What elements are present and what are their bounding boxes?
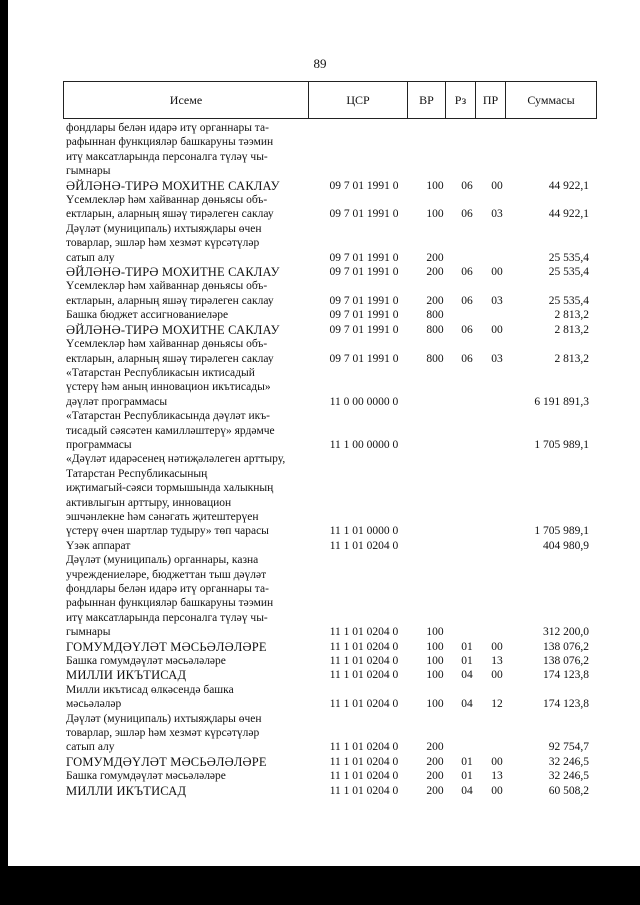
- row-vr: 200: [426, 770, 444, 783]
- row-vr: 800: [426, 309, 444, 322]
- row-csr: 09 7 01 1991 0: [329, 294, 399, 307]
- row-name-line: Үсемлекләр һәм хайваннар дөньясы объ-: [66, 280, 268, 293]
- row-name-line: «Дәүләт идарәсенең нәтиҗәләлеген арттыру,: [66, 453, 286, 466]
- row-name: [66, 308, 306, 322]
- row-csr: 09 7 01 1991 0: [329, 179, 399, 192]
- row-name: [66, 222, 306, 265]
- row-name-line: үстерү өчен шартлар тудыру» төп чарасы: [66, 525, 269, 538]
- row-sum: 404 980,9: [543, 539, 589, 552]
- table-row: [66, 784, 591, 798]
- scan-bottom-edge: [0, 866, 640, 905]
- row-pr: 00: [491, 179, 503, 192]
- row-name-line: фондлары белән идарә итү органнары та-: [66, 122, 269, 134]
- row-sum: 174 123,8: [543, 669, 589, 682]
- row-name: [66, 337, 306, 366]
- row-vr: 800: [426, 323, 444, 336]
- row-vr: 100: [426, 698, 444, 711]
- row-rz: 06: [461, 208, 473, 221]
- row-name: [66, 784, 306, 798]
- row-name-line: иҗтимагый-сәяси тормышында халыкның: [66, 482, 274, 495]
- row-rz: 06: [461, 266, 473, 279]
- row-csr: 09 7 01 1991 0: [329, 352, 399, 365]
- row-name-line: гымнары: [66, 165, 111, 178]
- row-name-line: ектларын, аларның яшәү тирәлеген саклау: [66, 294, 274, 307]
- row-name-line: сатып алу: [66, 251, 115, 264]
- row-vr: 200: [426, 266, 444, 279]
- table-row: [66, 654, 591, 668]
- row-csr: 11 1 01 0204 0: [329, 539, 399, 552]
- row-rz: 01: [461, 640, 473, 653]
- row-pr: 00: [491, 640, 503, 653]
- table-row: [66, 308, 591, 322]
- row-sum: 138 076,2: [543, 655, 589, 668]
- row-sum: 25 535,4: [548, 251, 589, 264]
- row-pr: 00: [491, 669, 503, 682]
- row-name: [66, 668, 306, 682]
- row-vr: 200: [426, 251, 444, 264]
- row-name-line: ӘЙЛӘНӘ-ТИРӘ МОХИТНЕ САКЛАУ: [66, 322, 280, 337]
- row-pr: 13: [491, 770, 503, 783]
- row-rz: 01: [461, 755, 473, 768]
- row-vr: 100: [426, 179, 444, 192]
- row-rz: 04: [461, 669, 473, 682]
- row-sum: 6 191 891,3: [534, 395, 589, 408]
- row-pr: 00: [491, 266, 503, 279]
- row-name-line: рафыннан функцияләр башкаруны тәэмин: [66, 136, 274, 149]
- row-vr: 200: [426, 784, 444, 797]
- row-name: [66, 121, 306, 179]
- row-name-line: «Татарстан Республикасында дәүләт икъ-: [66, 410, 270, 423]
- table-row: [66, 755, 591, 769]
- row-name: [66, 366, 306, 409]
- table-row: [66, 179, 591, 193]
- row-name-line: ектларын, аларның яшәү тирәлеген саклау: [66, 208, 274, 221]
- row-name-line: Үзәк аппарат: [66, 539, 131, 552]
- row-rz: 06: [461, 294, 473, 307]
- row-name-line: ӘЙЛӘНӘ-ТИРӘ МОХИТНЕ САКЛАУ: [66, 178, 280, 193]
- table-row: [66, 193, 591, 222]
- row-name: [66, 553, 306, 639]
- row-csr: 09 7 01 1991 0: [329, 251, 399, 264]
- row-sum: 32 246,5: [548, 770, 589, 783]
- row-sum: 2 813,2: [554, 309, 589, 322]
- table-row: [66, 452, 591, 538]
- row-name-line: программасы: [66, 438, 132, 451]
- table-row: [66, 409, 591, 452]
- table-body: [66, 121, 591, 798]
- row-name-line: Үсемлекләр һәм хайваннар дөньясы объ-: [66, 338, 268, 351]
- table-row: [66, 323, 591, 337]
- row-sum: 174 123,8: [543, 698, 589, 711]
- row-name-line: итү максатларында персоналга түләү чы-: [66, 611, 268, 624]
- row-vr: 100: [426, 208, 444, 221]
- row-vr: 200: [426, 294, 444, 307]
- row-name: [66, 409, 306, 452]
- row-sum: 1 705 989,1: [534, 438, 589, 451]
- page-number: 89: [313, 56, 327, 71]
- row-name: [66, 654, 306, 668]
- row-name-line: ГОМУМДӘҮЛӘТ МӘСЬӘЛӘЛӘРЕ: [66, 754, 267, 769]
- row-csr: 11 1 01 0204 0: [329, 755, 399, 768]
- table-row: [66, 366, 591, 409]
- row-vr: 200: [426, 755, 444, 768]
- header-pr: ПР: [476, 82, 506, 118]
- row-pr: 03: [491, 208, 503, 221]
- row-name-line: рафыннан функцияләр башкаруны тәэмин: [66, 597, 274, 610]
- row-csr: 11 1 01 0204 0: [329, 655, 399, 668]
- table-row: [66, 553, 591, 639]
- row-sum: 25 535,4: [548, 266, 589, 279]
- row-name-line: «Татарстан Республикасын иктисадый: [66, 366, 255, 379]
- row-name-line: сатып алу: [66, 741, 115, 754]
- row-vr: 100: [426, 640, 444, 653]
- row-name-line: гымнары: [66, 626, 111, 639]
- header-rz: Рз: [446, 82, 476, 118]
- row-name-line: үстерү һәм аның инновацион икътисады»: [66, 381, 271, 394]
- row-sum: 138 076,2: [543, 640, 589, 653]
- row-name-line: учреждениеләре, бюджеттан тыш дәүләт: [66, 568, 267, 581]
- row-vr: 100: [426, 626, 444, 639]
- row-csr: 11 1 01 0204 0: [329, 669, 399, 682]
- row-rz: 06: [461, 179, 473, 192]
- row-name: [66, 539, 306, 553]
- row-pr: 00: [491, 784, 503, 797]
- row-name: [66, 683, 306, 712]
- row-csr: 09 7 01 1991 0: [329, 323, 399, 336]
- row-name-line: активлыгын арттыру, инновацион: [66, 496, 232, 509]
- header-csr: ЦСР: [309, 82, 408, 118]
- row-name: [66, 755, 306, 769]
- table-row: [66, 265, 591, 279]
- row-name-line: мәсьәләләр: [66, 698, 122, 711]
- row-name: [66, 265, 306, 279]
- row-csr: 09 7 01 1991 0: [329, 208, 399, 221]
- row-pr: 03: [491, 294, 503, 307]
- row-csr: 11 1 01 0204 0: [329, 741, 399, 754]
- table-header: [63, 81, 597, 119]
- table-row: [66, 121, 591, 179]
- row-sum: 44 922,1: [548, 179, 589, 192]
- row-name: [66, 193, 306, 222]
- table-row: [66, 712, 591, 755]
- row-csr: 11 1 00 0000 0: [329, 438, 399, 451]
- row-csr: 11 1 01 0204 0: [329, 770, 399, 783]
- row-sum: 2 813,2: [554, 323, 589, 336]
- row-name-line: Үсемлекләр һәм хайваннар дөньясы объ-: [66, 194, 268, 207]
- row-name-line: ӘЙЛӘНӘ-ТИРӘ МОХИТНЕ САКЛАУ: [66, 265, 280, 280]
- row-csr: 11 1 01 0204 0: [329, 784, 399, 797]
- table-row: [66, 640, 591, 654]
- row-name-line: товарлар, эшләр һәм хезмәт күрсәтүләр: [66, 727, 260, 740]
- row-name-line: ГОМУМДӘҮЛӘТ МӘСЬӘЛӘЛӘРЕ: [66, 639, 267, 654]
- row-sum: 312 200,0: [543, 626, 589, 639]
- table-row: [66, 683, 591, 712]
- row-name: [66, 279, 306, 308]
- row-csr: 11 1 01 0204 0: [329, 626, 399, 639]
- row-csr: 11 1 01 0204 0: [329, 640, 399, 653]
- row-rz: 01: [461, 655, 473, 668]
- table-row: [66, 222, 591, 265]
- row-csr: 11 0 00 0000 0: [329, 395, 399, 408]
- row-vr: 100: [426, 669, 444, 682]
- scan-left-edge: [0, 0, 8, 905]
- row-pr: 00: [491, 755, 503, 768]
- header-name: Исеме: [64, 82, 309, 118]
- row-csr: 11 1 01 0000 0: [329, 525, 399, 538]
- row-name: [66, 712, 306, 755]
- row-name-line: ектларын, аларның яшәү тирәлеген саклау: [66, 352, 274, 365]
- row-rz: 06: [461, 352, 473, 365]
- row-name: [66, 323, 306, 337]
- row-csr: 11 1 01 0204 0: [329, 698, 399, 711]
- row-csr: 09 7 01 1991 0: [329, 309, 399, 322]
- header-sum: Суммасы: [527, 92, 575, 107]
- table-row: [66, 668, 591, 682]
- header-vr: ВР: [408, 82, 446, 118]
- row-name-line: Дәүләт (муниципаль) ихтыяҗлары өчен: [66, 222, 262, 235]
- row-name-line: фондлары белән идарә итү органнары та-: [66, 583, 269, 595]
- row-name-line: Башка гомумдәүләт мәсьәләләре: [66, 770, 226, 783]
- table-row: [66, 337, 591, 366]
- row-name: [66, 452, 306, 538]
- row-name-line: дәүләт программасы: [66, 395, 168, 408]
- row-rz: 06: [461, 323, 473, 336]
- row-name-line: Башка гомумдәүләт мәсьәләләре: [66, 655, 226, 668]
- row-pr: 03: [491, 352, 503, 365]
- table-row: [66, 539, 591, 553]
- row-vr: 100: [426, 655, 444, 668]
- row-name-line: Дәүләт (муниципаль) органнары, казна: [66, 554, 259, 567]
- row-name-line: Татарстан Республикасының: [66, 467, 208, 480]
- row-name-line: Башка бюджет ассигнованиеләре: [66, 309, 229, 322]
- row-sum: 92 754,7: [548, 741, 589, 754]
- row-pr: 00: [491, 323, 503, 336]
- row-pr: 12: [491, 698, 503, 711]
- row-name-line: итү максатларында персоналга түләү чы-: [66, 150, 268, 163]
- row-name-line: эшчәнлекне һәм сәнәгать җитештерүен: [66, 510, 259, 523]
- row-sum: 60 508,2: [548, 784, 589, 797]
- row-name: [66, 769, 306, 783]
- row-sum: 1 705 989,1: [534, 525, 589, 538]
- row-name-line: МИЛЛИ ИКЪТИСАД: [66, 783, 187, 798]
- row-name: [66, 640, 306, 654]
- row-name-line: МИЛЛИ ИКЪТИСАД: [66, 668, 187, 683]
- row-rz: 01: [461, 770, 473, 783]
- row-name-line: товарлар, эшләр һәм хезмәт күрсәтүләр: [66, 237, 260, 250]
- row-rz: 04: [461, 784, 473, 797]
- row-sum: 32 246,5: [548, 755, 589, 768]
- table-row: [66, 769, 591, 783]
- row-vr: 200: [426, 741, 444, 754]
- table-row: [66, 279, 591, 308]
- row-rz: 04: [461, 698, 473, 711]
- row-name: [66, 179, 306, 193]
- row-name-line: Дәүләт (муниципаль) ихтыяҗлары өчен: [66, 712, 262, 725]
- row-name-line: тисадый сәясәтен камилләштерү» ярдәмче: [66, 424, 275, 437]
- row-csr: 09 7 01 1991 0: [329, 266, 399, 279]
- row-sum: 44 922,1: [548, 208, 589, 221]
- row-sum: 25 535,4: [548, 294, 589, 307]
- row-name-line: Милли икътисад өлкәсендә башка: [66, 683, 234, 696]
- row-pr: 13: [491, 655, 503, 668]
- row-sum: 2 813,2: [554, 352, 589, 365]
- row-vr: 800: [426, 352, 444, 365]
